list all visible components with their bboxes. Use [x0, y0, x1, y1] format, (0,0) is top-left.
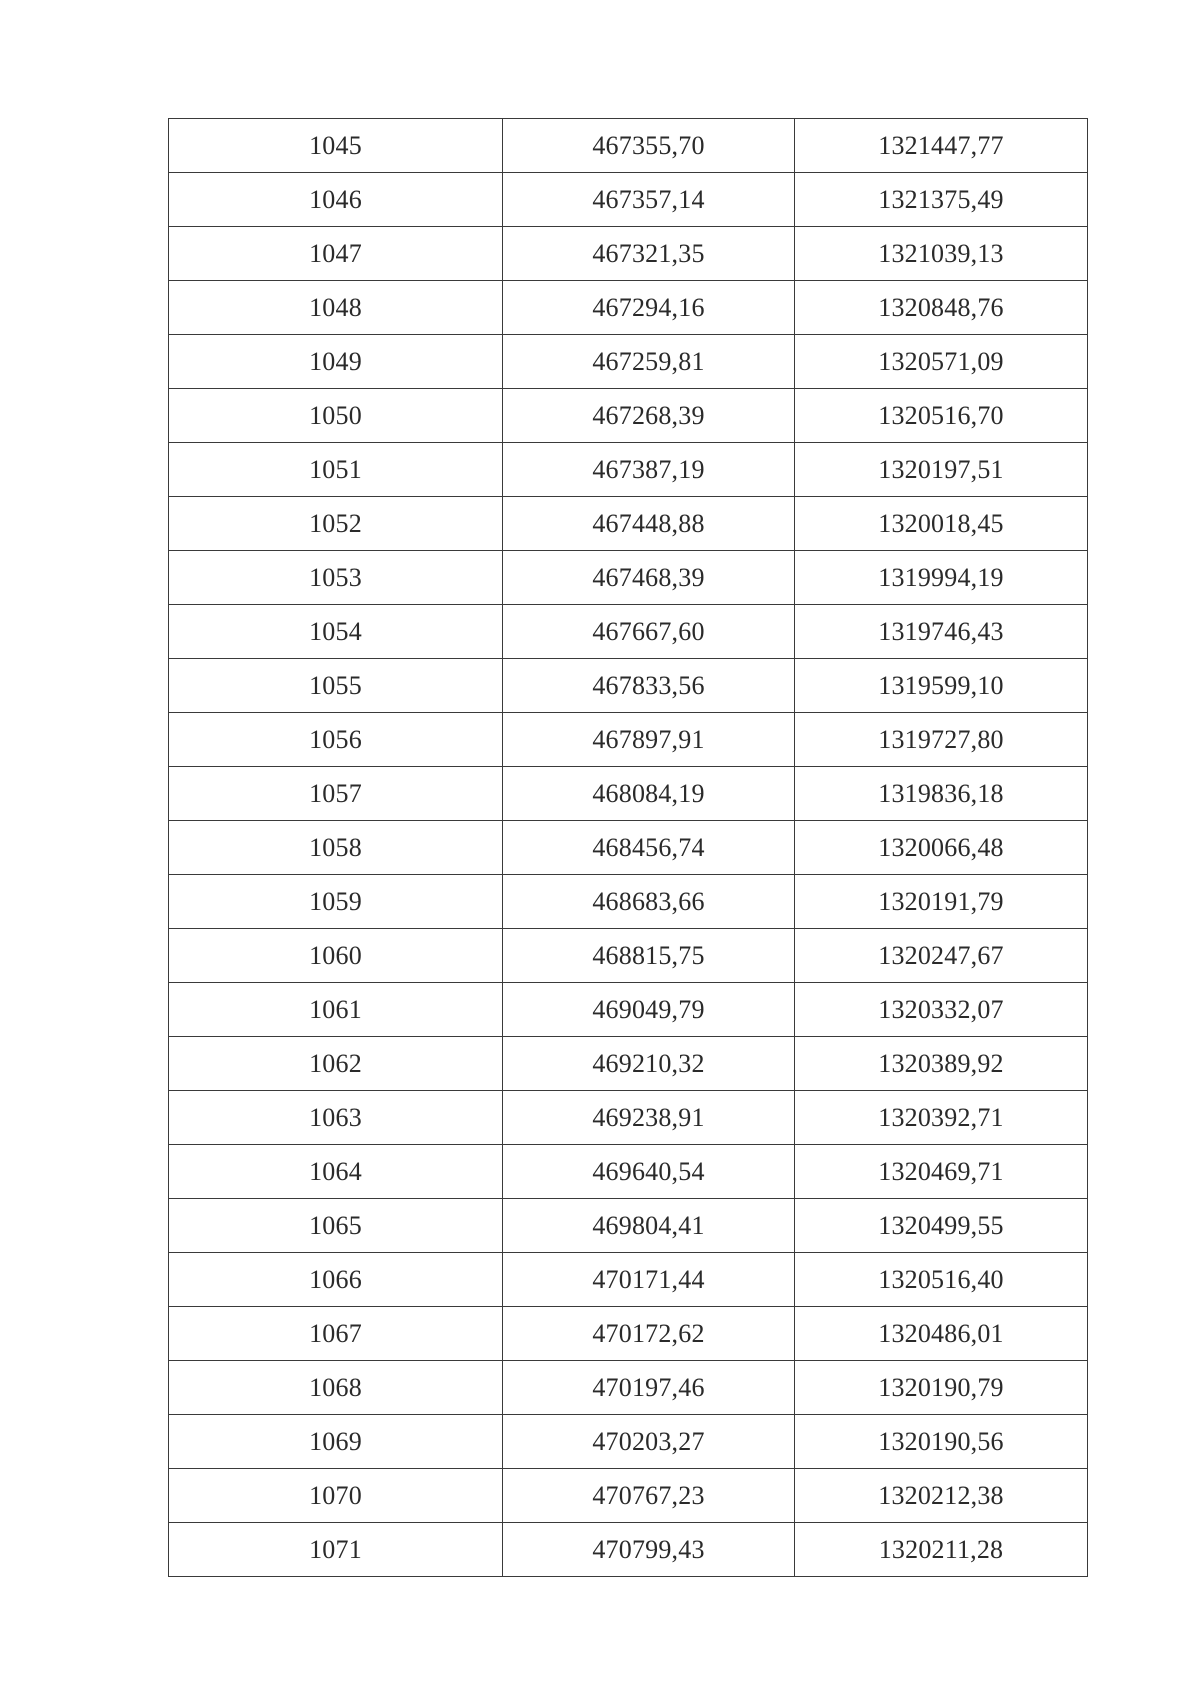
- x-coordinate-cell: 467355,70: [503, 119, 795, 173]
- y-coordinate-cell: 1320212,38: [795, 1469, 1088, 1523]
- table-row: [169, 1037, 1088, 1091]
- x-coordinate-cell: 470203,27: [503, 1415, 795, 1469]
- table-row: [169, 551, 1088, 605]
- table-row: [169, 767, 1088, 821]
- y-coordinate-cell: 1320389,92: [795, 1037, 1088, 1091]
- x-coordinate-cell: 470799,43: [503, 1523, 795, 1577]
- x-coordinate-cell: 468456,74: [503, 821, 795, 875]
- x-coordinate-cell: 467448,88: [503, 497, 795, 551]
- point-number-cell: 1065: [169, 1199, 503, 1253]
- y-coordinate-cell: 1319727,80: [795, 713, 1088, 767]
- x-coordinate-cell: 467468,39: [503, 551, 795, 605]
- point-number-cell: 1063: [169, 1091, 503, 1145]
- table-row: [169, 605, 1088, 659]
- y-coordinate-cell: 1319599,10: [795, 659, 1088, 713]
- y-coordinate-cell: 1320190,56: [795, 1415, 1088, 1469]
- point-number-cell: 1048: [169, 281, 503, 335]
- x-coordinate-cell: 469238,91: [503, 1091, 795, 1145]
- table-row: [169, 1199, 1088, 1253]
- table-row: [169, 1253, 1088, 1307]
- table-row: [169, 1307, 1088, 1361]
- point-number-cell: 1053: [169, 551, 503, 605]
- y-coordinate-cell: 1320247,67: [795, 929, 1088, 983]
- point-number-cell: 1067: [169, 1307, 503, 1361]
- point-number-cell: 1066: [169, 1253, 503, 1307]
- point-number-cell: 1060: [169, 929, 503, 983]
- table-row: [169, 281, 1088, 335]
- point-number-cell: 1045: [169, 119, 503, 173]
- y-coordinate-cell: 1320469,71: [795, 1145, 1088, 1199]
- x-coordinate-cell: 467357,14: [503, 173, 795, 227]
- table-row: [169, 875, 1088, 929]
- point-number-cell: 1059: [169, 875, 503, 929]
- y-coordinate-cell: 1319994,19: [795, 551, 1088, 605]
- x-coordinate-cell: 467667,60: [503, 605, 795, 659]
- table-row: [169, 1091, 1088, 1145]
- x-coordinate-cell: 470172,62: [503, 1307, 795, 1361]
- table-row: [169, 983, 1088, 1037]
- y-coordinate-cell: 1320392,71: [795, 1091, 1088, 1145]
- x-coordinate-cell: 467259,81: [503, 335, 795, 389]
- point-number-cell: 1054: [169, 605, 503, 659]
- y-coordinate-cell: 1320197,51: [795, 443, 1088, 497]
- coordinates-table-body: [169, 119, 1088, 1577]
- y-coordinate-cell: 1321039,13: [795, 227, 1088, 281]
- y-coordinate-cell: 1319836,18: [795, 767, 1088, 821]
- table-row: [169, 173, 1088, 227]
- table-row: [169, 389, 1088, 443]
- table-row: [169, 497, 1088, 551]
- y-coordinate-cell: 1320191,79: [795, 875, 1088, 929]
- point-number-cell: 1070: [169, 1469, 503, 1523]
- y-coordinate-cell: 1320190,79: [795, 1361, 1088, 1415]
- x-coordinate-cell: 469640,54: [503, 1145, 795, 1199]
- point-number-cell: 1049: [169, 335, 503, 389]
- table-row: [169, 659, 1088, 713]
- x-coordinate-cell: 467387,19: [503, 443, 795, 497]
- x-coordinate-cell: 470767,23: [503, 1469, 795, 1523]
- point-number-cell: 1052: [169, 497, 503, 551]
- point-number-cell: 1064: [169, 1145, 503, 1199]
- y-coordinate-cell: 1320516,40: [795, 1253, 1088, 1307]
- point-number-cell: 1058: [169, 821, 503, 875]
- y-coordinate-cell: 1320486,01: [795, 1307, 1088, 1361]
- point-number-cell: 1062: [169, 1037, 503, 1091]
- table-row: [169, 713, 1088, 767]
- x-coordinate-cell: 467294,16: [503, 281, 795, 335]
- y-coordinate-cell: 1319746,43: [795, 605, 1088, 659]
- table-row: [169, 227, 1088, 281]
- point-number-cell: 1068: [169, 1361, 503, 1415]
- point-number-cell: 1047: [169, 227, 503, 281]
- y-coordinate-cell: 1321447,77: [795, 119, 1088, 173]
- x-coordinate-cell: 468683,66: [503, 875, 795, 929]
- table-row: [169, 1415, 1088, 1469]
- y-coordinate-cell: 1320848,76: [795, 281, 1088, 335]
- point-number-cell: 1069: [169, 1415, 503, 1469]
- point-number-cell: 1056: [169, 713, 503, 767]
- table-row: [169, 1469, 1088, 1523]
- x-coordinate-cell: 470197,46: [503, 1361, 795, 1415]
- point-number-cell: 1046: [169, 173, 503, 227]
- y-coordinate-cell: 1321375,49: [795, 173, 1088, 227]
- point-number-cell: 1071: [169, 1523, 503, 1577]
- x-coordinate-cell: 467268,39: [503, 389, 795, 443]
- x-coordinate-cell: 467897,91: [503, 713, 795, 767]
- x-coordinate-cell: 467321,35: [503, 227, 795, 281]
- x-coordinate-cell: 469049,79: [503, 983, 795, 1037]
- y-coordinate-cell: 1320499,55: [795, 1199, 1088, 1253]
- table-row: [169, 821, 1088, 875]
- y-coordinate-cell: 1320332,07: [795, 983, 1088, 1037]
- x-coordinate-cell: 468084,19: [503, 767, 795, 821]
- table-row: [169, 1523, 1088, 1577]
- point-number-cell: 1050: [169, 389, 503, 443]
- x-coordinate-cell: 470171,44: [503, 1253, 795, 1307]
- x-coordinate-cell: 469804,41: [503, 1199, 795, 1253]
- y-coordinate-cell: 1320516,70: [795, 389, 1088, 443]
- table-row: [169, 1145, 1088, 1199]
- point-number-cell: 1061: [169, 983, 503, 1037]
- x-coordinate-cell: 468815,75: [503, 929, 795, 983]
- table-row: [169, 1361, 1088, 1415]
- x-coordinate-cell: 467833,56: [503, 659, 795, 713]
- y-coordinate-cell: 1320211,28: [795, 1523, 1088, 1577]
- point-number-cell: 1055: [169, 659, 503, 713]
- table-row: [169, 443, 1088, 497]
- y-coordinate-cell: 1320066,48: [795, 821, 1088, 875]
- table-row: [169, 335, 1088, 389]
- y-coordinate-cell: 1320018,45: [795, 497, 1088, 551]
- y-coordinate-cell: 1320571,09: [795, 335, 1088, 389]
- coordinates-table: [168, 118, 1088, 1577]
- point-number-cell: 1051: [169, 443, 503, 497]
- point-number-cell: 1057: [169, 767, 503, 821]
- table-row: [169, 929, 1088, 983]
- x-coordinate-cell: 469210,32: [503, 1037, 795, 1091]
- table-row: [169, 119, 1088, 173]
